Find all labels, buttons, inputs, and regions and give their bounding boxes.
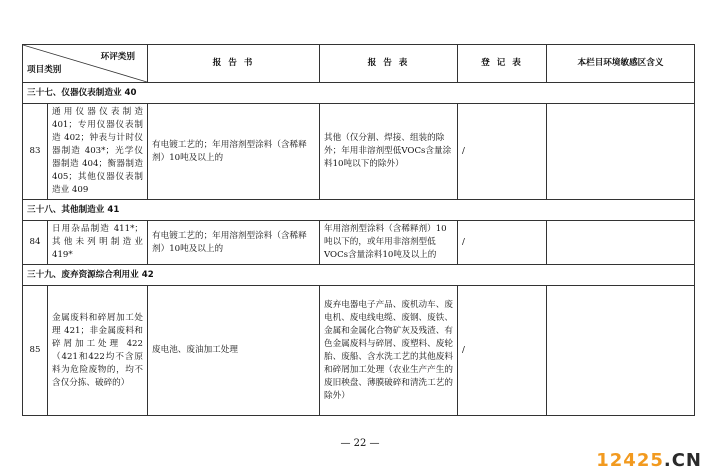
project-category: 金属废料和碎屑加工处理 421；非金属废料和碎屑加工处理 422（421和422均不含原料为危险废物的，均不含仅分拣、破碎的） [48, 286, 148, 416]
row-number: 85 [23, 286, 48, 416]
registration-cell: / [458, 104, 547, 200]
project-category: 日用杂品制造 411*；其他未列明制造业 419* [48, 221, 148, 265]
registration-header: 登 记 表 [458, 45, 547, 83]
project-category: 通用仪器仪表制造401；专用仪器仪表制造 402；钟表与计时仪器制造 403*；光学仪器制造 404；衡器制造 405；其他仪器仪表制造业 409 [48, 104, 148, 200]
section-row [23, 83, 695, 104]
table-row [23, 221, 695, 265]
table-row [23, 286, 695, 416]
sensitive-area-cell [547, 104, 695, 200]
sensitive-area-cell [547, 286, 695, 416]
classification-table [22, 44, 695, 416]
page-number: — 22 — [340, 438, 380, 449]
row-number: 83 [23, 104, 48, 200]
row-number: 84 [23, 221, 48, 265]
report-form-cell: 废弃电器电子产品、废机动车、废电机、废电线电缆、废钢、废铁、金属和金属化合物矿灰及残渣、有色金属废料与碎屑、废塑料、废轮胎、废船、含水洗工艺的其他废料和碎屑加工处理（农业生产产生的废旧秧盘、薄膜破碎和清洗工艺的除外） [320, 286, 458, 416]
diagonal-header-cell [23, 45, 148, 83]
diag-top-label: 环评类别 [100, 52, 135, 62]
report-form-header: 报 告 表 [320, 45, 458, 83]
site-watermark [596, 450, 702, 471]
section-title: 三十八、其他制造业 41 [23, 200, 695, 221]
watermark-domain: .CN [663, 450, 702, 471]
registration-cell: / [458, 221, 547, 265]
report-book-cell: 废电池、废油加工处理 [148, 286, 320, 416]
header-row [23, 45, 695, 83]
report-form-cell: 年用溶剂型涂料（含稀释剂）10吨以下的，或年用非溶剂型低VOCs含量涂料10吨及以上的 [320, 221, 458, 265]
sensitive-area-cell [547, 221, 695, 265]
sensitive-area-header: 本栏目环境敏感区含义 [547, 45, 695, 83]
report-book-cell: 有电镀工艺的；年用溶剂型涂料（含稀释剂）10吨及以上的 [148, 221, 320, 265]
registration-cell: / [458, 286, 547, 416]
section-row [23, 200, 695, 221]
report-form-cell: 其他（仅分割、焊接、组装的除外；年用非溶剂型低VOCs含量涂料10吨以下的除外） [320, 104, 458, 200]
section-title: 三十九、废弃资源综合利用业 42 [23, 265, 695, 286]
section-title: 三十七、仪器仪表制造业 40 [23, 83, 695, 104]
table-row [23, 104, 695, 200]
report-book-header: 报 告 书 [148, 45, 320, 83]
report-book-cell: 有电镀工艺的；年用溶剂型涂料（含稀释剂）10吨及以上的 [148, 104, 320, 200]
diag-bottom-label: 项目类别 [27, 65, 62, 75]
section-row [23, 265, 695, 286]
watermark-number: 12425 [596, 450, 664, 471]
